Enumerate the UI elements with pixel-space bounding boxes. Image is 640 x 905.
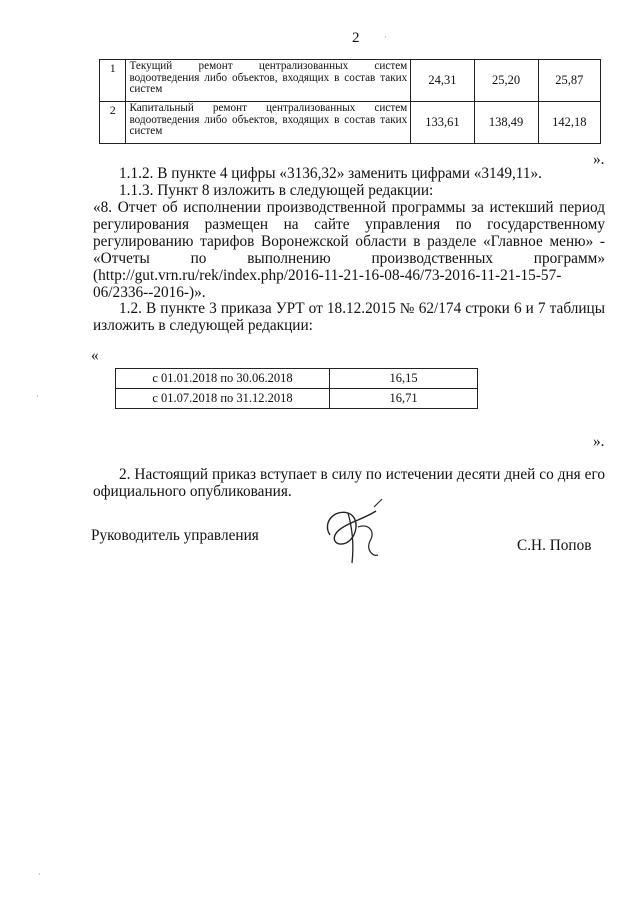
- row-value-3: 25,87: [538, 60, 600, 102]
- row-value-1: 133,61: [411, 102, 474, 144]
- row-description: Капитальный ремонт централизованных систем водоотведения либо объектов, входящих в состав таких систем: [126, 102, 411, 144]
- closing-quote-1: ».: [593, 151, 605, 168]
- paragraph-1-2: 1.2. В пункте 3 приказа УРТ от 18.12.2015 № 62/174 строки 6 и 7 таблицы изложить в следующей редакции:: [93, 300, 605, 334]
- signer-name: С.Н. Попов: [517, 537, 592, 554]
- paragraph-2: 2. Настоящий приказ вступает в силу по истечении десяти дней со дня его официального опубликования.: [93, 466, 605, 500]
- scan-dot: ·: [384, 33, 387, 42]
- opening-quote: «: [91, 347, 99, 364]
- value-cell: 16,15: [330, 369, 478, 389]
- signature-image: [318, 497, 398, 575]
- paragraph-item-8: «8. Отчет об исполнении производственной программы за истекший период регулирования размещен на сайте управления по государственному регулированию тарифов Воронежской области в разделе «Главное меню» - «Отчеты по выполнению производственных программ» (http://gut.vrn.ru/rek/index.php/2016-11-21-16-08-46/73-2016-11-21-15-57-06/2336--2016-)».: [93, 199, 605, 301]
- value-cell: 16,71: [330, 389, 478, 409]
- period-cell: с 01.07.2018 по 31.12.2018: [116, 389, 330, 409]
- row-number: 2: [100, 102, 126, 144]
- table-row: [116, 389, 478, 409]
- row-value-2: 138,49: [474, 102, 538, 144]
- paragraph-1-1-3: 1.1.3. Пункт 8 изложить в следующей редакции:: [119, 182, 434, 199]
- tariff-table: [115, 368, 478, 409]
- scan-dot: ·: [38, 870, 41, 879]
- row-number: 1: [100, 60, 126, 102]
- row-value-2: 25,20: [474, 60, 538, 102]
- scan-dot: ·: [36, 392, 39, 401]
- cost-table: [99, 59, 601, 144]
- page-number: 2: [352, 30, 360, 46]
- paragraph-1-1-2: 1.1.2. В пункте 4 цифры «3136,32» заменить цифрами «3149,11».: [119, 165, 543, 182]
- table-row: [100, 60, 601, 102]
- row-value-1: 24,31: [411, 60, 474, 102]
- row-value-3: 142,18: [538, 102, 600, 144]
- table-row: [116, 369, 478, 389]
- signer-title: Руководитель управления: [91, 527, 259, 544]
- row-description: Текущий ремонт централизованных систем водоотведения либо объектов, входящих в состав таких систем: [126, 60, 411, 102]
- table-row: [100, 102, 601, 144]
- period-cell: с 01.01.2018 по 30.06.2018: [116, 369, 330, 389]
- closing-quote-2: ».: [593, 433, 605, 450]
